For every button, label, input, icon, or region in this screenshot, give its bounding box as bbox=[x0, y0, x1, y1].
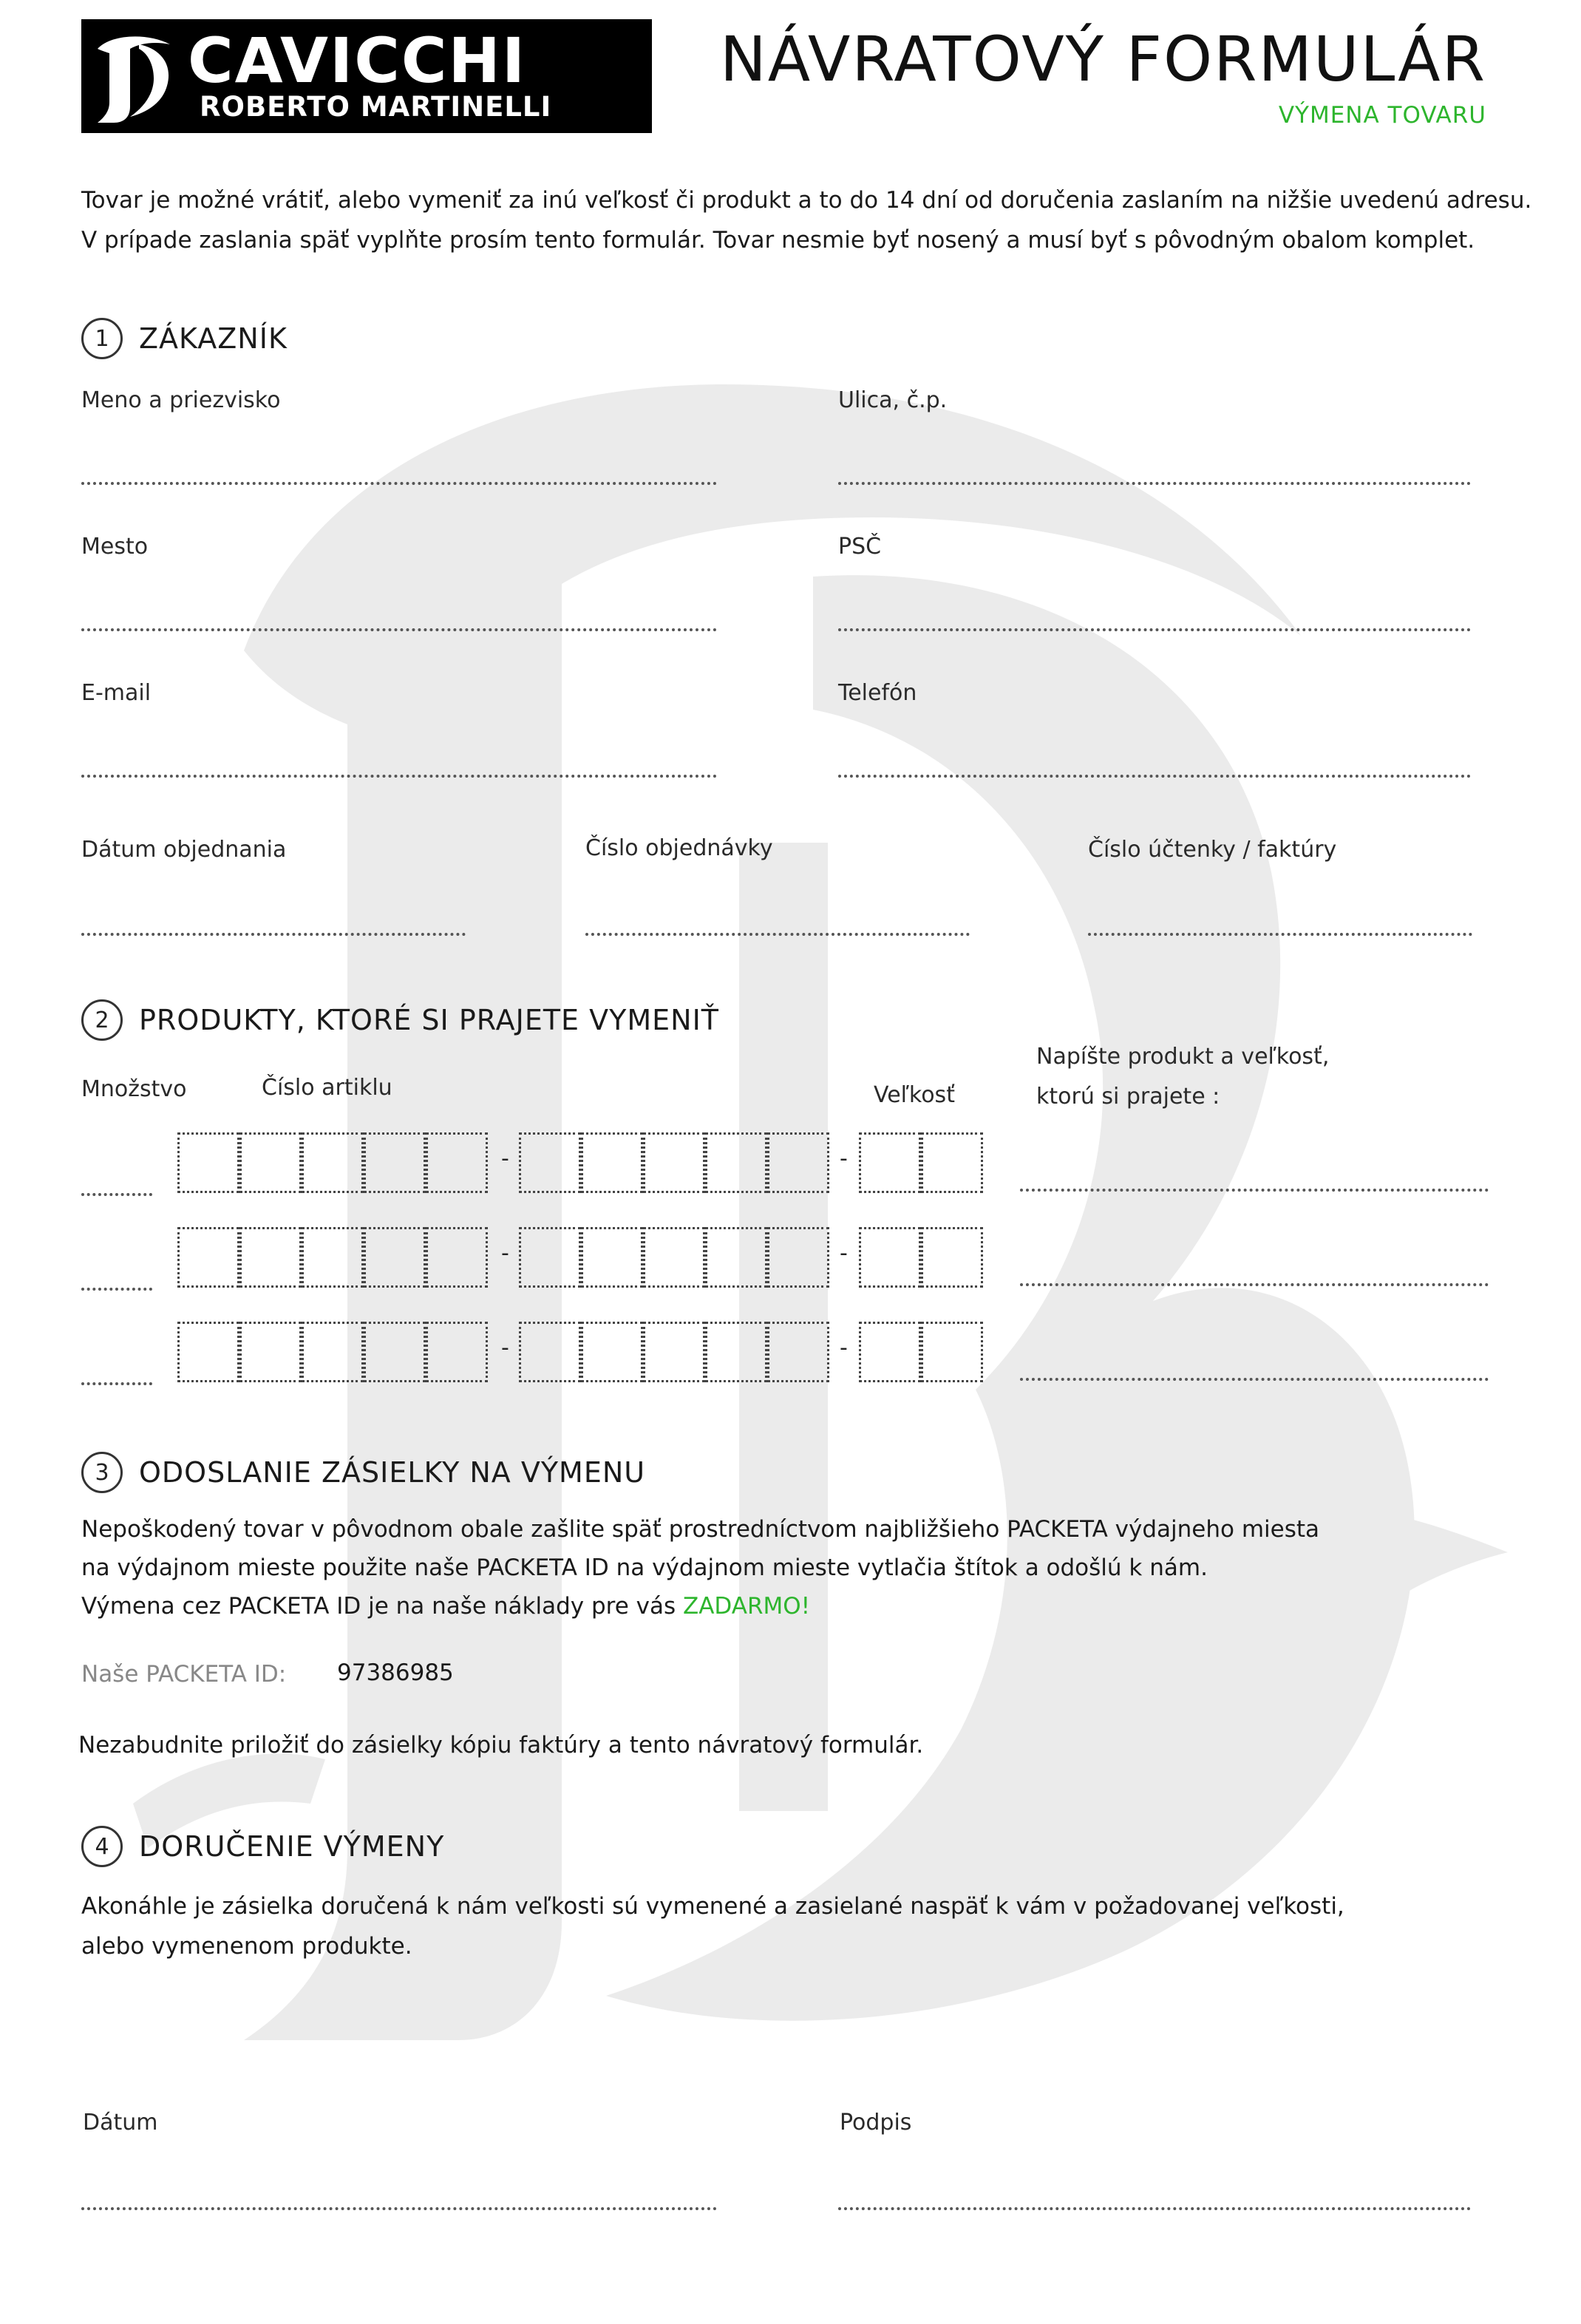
intro-line-2: V prípade zaslania späť vyplňte prosím tento formulár. Tovar nesmie byť nosený a musí byť s pôvodným obalom komplet. bbox=[81, 227, 1475, 254]
article-digit-box[interactable] bbox=[643, 1132, 705, 1193]
phone-field[interactable] bbox=[838, 775, 1471, 778]
brand-logo bbox=[81, 19, 652, 133]
article-digit-box[interactable] bbox=[519, 1322, 581, 1382]
article-digit-box[interactable] bbox=[519, 1132, 581, 1193]
section-2-heading bbox=[81, 999, 719, 1041]
order-number-label: Číslo objednávky bbox=[585, 835, 773, 861]
new-product-field[interactable] bbox=[1020, 1283, 1489, 1286]
section-1-heading bbox=[81, 318, 288, 359]
article-digit-box[interactable] bbox=[705, 1322, 767, 1382]
section-number: 2 bbox=[81, 999, 123, 1041]
monogram-icon bbox=[81, 19, 185, 133]
quantity-field[interactable] bbox=[81, 1288, 152, 1291]
city-field[interactable] bbox=[81, 628, 717, 631]
city-label: Mesto bbox=[81, 534, 149, 560]
form-title: NÁVRATOVÝ FORMULÁR bbox=[719, 23, 1486, 95]
article-digit-box[interactable] bbox=[302, 1227, 364, 1288]
article-digit-box[interactable] bbox=[239, 1227, 302, 1288]
quantity-field[interactable] bbox=[81, 1382, 152, 1385]
article-digit-box[interactable] bbox=[364, 1132, 426, 1193]
article-separator: - bbox=[501, 1146, 509, 1172]
section-title: PRODUKTY, KTORÉ SI PRAJETE VYMENIŤ bbox=[139, 1004, 719, 1036]
article-digit-box[interactable] bbox=[364, 1322, 426, 1382]
article-digit-box[interactable] bbox=[364, 1227, 426, 1288]
phone-label: Telefón bbox=[838, 680, 917, 706]
article-column-header: Číslo artiklu bbox=[262, 1075, 392, 1101]
reminder-text: Nezabudnite priložiť do zásielky kópiu faktúry a tento návratový formulár. bbox=[78, 1732, 924, 1759]
section-title: ODOSLANIE ZÁSIELKY NA VÝMENU bbox=[139, 1456, 646, 1489]
name-field[interactable] bbox=[81, 482, 717, 485]
new-product-header-line-1: Napíšte produkt a veľkosť, bbox=[1036, 1044, 1330, 1070]
size-digit-box[interactable] bbox=[921, 1132, 983, 1193]
new-product-field[interactable] bbox=[1020, 1378, 1489, 1381]
street-label: Ulica, č.p. bbox=[838, 387, 948, 413]
article-digit-box[interactable] bbox=[302, 1322, 364, 1382]
article-digit-box[interactable] bbox=[767, 1227, 829, 1288]
article-separator: - bbox=[501, 1335, 509, 1361]
article-digit-box[interactable] bbox=[239, 1322, 302, 1382]
order-date-label: Dátum objednania bbox=[81, 837, 287, 863]
section-number: 1 bbox=[81, 318, 123, 359]
section-title: DORUČENIE VÝMENY bbox=[139, 1830, 445, 1863]
article-digit-box[interactable] bbox=[239, 1132, 302, 1193]
size-digit-box[interactable] bbox=[921, 1322, 983, 1382]
size-digit-box[interactable] bbox=[859, 1322, 921, 1382]
size-separator: - bbox=[840, 1335, 848, 1361]
size-digit-box[interactable] bbox=[859, 1227, 921, 1288]
article-digit-box[interactable] bbox=[767, 1322, 829, 1382]
signature-label: Podpis bbox=[840, 2110, 912, 2136]
date-field[interactable] bbox=[81, 2207, 717, 2210]
size-digit-box[interactable] bbox=[859, 1132, 921, 1193]
signature-field[interactable] bbox=[838, 2207, 1471, 2210]
quantity-field[interactable] bbox=[81, 1193, 152, 1196]
article-digit-box[interactable] bbox=[581, 1132, 643, 1193]
section-4-heading bbox=[81, 1826, 444, 1867]
packeta-id-value: 97386985 bbox=[337, 1659, 454, 1686]
article-digit-box[interactable] bbox=[426, 1132, 488, 1193]
invoice-number-label: Číslo účtenky / faktúry bbox=[1088, 837, 1337, 863]
size-separator: - bbox=[840, 1240, 848, 1266]
delivery-line-1: Akonáhle je zásielka doručená k nám veľkosti sú vymenené a zasielané naspäť k vám v požadovanej veľkosti, bbox=[81, 1893, 1344, 1920]
packeta-id-label: Naše PACKETA ID: bbox=[81, 1661, 287, 1688]
name-label: Meno a priezvisko bbox=[81, 387, 281, 413]
article-digit-box[interactable] bbox=[177, 1322, 239, 1382]
shipping-line-3-text: Výmena cez PACKETA ID je na naše náklady pre vás bbox=[81, 1593, 683, 1620]
email-field[interactable] bbox=[81, 775, 717, 778]
section-number: 3 bbox=[81, 1452, 123, 1493]
order-number-field[interactable] bbox=[585, 933, 970, 936]
article-separator: - bbox=[501, 1240, 509, 1266]
article-digit-box[interactable] bbox=[767, 1132, 829, 1193]
size-digit-box[interactable] bbox=[921, 1227, 983, 1288]
article-digit-box[interactable] bbox=[705, 1132, 767, 1193]
logo-tagline: ROBERTO MARTINELLI bbox=[200, 91, 552, 123]
new-product-header-line-2: ktorú si prajete : bbox=[1036, 1084, 1220, 1110]
article-digit-box[interactable] bbox=[581, 1322, 643, 1382]
section-3-heading bbox=[81, 1452, 645, 1493]
invoice-number-field[interactable] bbox=[1088, 933, 1472, 936]
date-label: Dátum bbox=[83, 2110, 158, 2136]
logo-wordmark: CAVICCHI bbox=[188, 24, 527, 97]
quantity-column-header: Množstvo bbox=[81, 1076, 187, 1102]
shipping-line-3 bbox=[81, 1586, 810, 1626]
size-column-header: Veľkosť bbox=[874, 1082, 955, 1108]
article-digit-box[interactable] bbox=[177, 1227, 239, 1288]
zip-field[interactable] bbox=[838, 628, 1471, 631]
free-highlight: ZADARMO! bbox=[682, 1593, 811, 1620]
article-digit-box[interactable] bbox=[643, 1227, 705, 1288]
article-digit-box[interactable] bbox=[302, 1132, 364, 1193]
article-digit-box[interactable] bbox=[426, 1227, 488, 1288]
article-digit-box[interactable] bbox=[581, 1227, 643, 1288]
shipping-line-2: na výdajnom mieste použite naše PACKETA ID na výdajnom mieste vytlačia štítok a odošlú k nám. bbox=[81, 1555, 1208, 1581]
order-date-field[interactable] bbox=[81, 933, 466, 936]
new-product-field[interactable] bbox=[1020, 1189, 1489, 1192]
section-number: 4 bbox=[81, 1826, 123, 1867]
article-digit-box[interactable] bbox=[519, 1227, 581, 1288]
section-title: ZÁKAZNÍK bbox=[139, 322, 288, 355]
intro-line-1: Tovar je možné vrátiť, alebo vymeniť za inú veľkosť či produkt a to do 14 dní od doručenia zaslaním na nižšie uvedenú adresu. bbox=[81, 187, 1532, 214]
article-digit-box[interactable] bbox=[177, 1132, 239, 1193]
street-field[interactable] bbox=[838, 482, 1471, 485]
size-separator: - bbox=[840, 1146, 848, 1172]
email-label: E-mail bbox=[81, 680, 152, 706]
shipping-line-1: Nepoškodený tovar v pôvodnom obale zašlite späť prostredníctvom najbližšieho PACKETA výdajneho miesta bbox=[81, 1516, 1320, 1543]
delivery-line-2: alebo vymenenom produkte. bbox=[81, 1933, 412, 1960]
zip-label: PSČ bbox=[838, 534, 882, 560]
form-subtitle: VÝMENA TOVARU bbox=[1278, 102, 1486, 129]
article-digit-box[interactable] bbox=[426, 1322, 488, 1382]
article-digit-box[interactable] bbox=[643, 1322, 705, 1382]
article-digit-box[interactable] bbox=[705, 1227, 767, 1288]
